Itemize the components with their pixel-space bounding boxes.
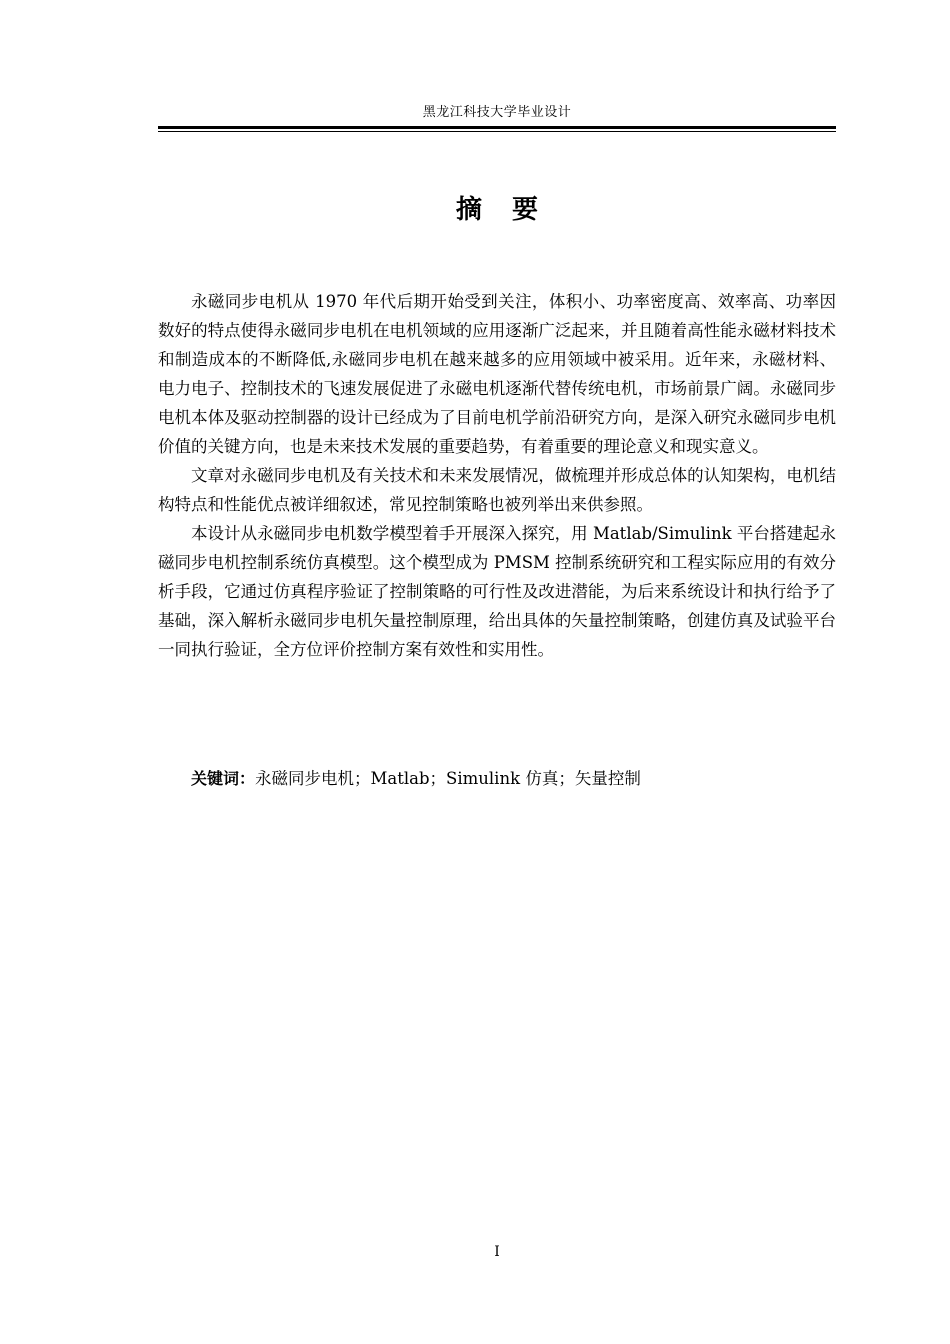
header-rule-thin — [158, 131, 836, 132]
abstract-body — [158, 287, 836, 664]
abstract-paragraph-1: 永磁同步电机从 1970 年代后期开始受到关注，体积小、功率密度高、效率高、功率因数好的特点使得永磁同步电机在电机领域的应用逐渐广泛起来，并且随着高性能永磁材料技术和制造成本的不断降低,永磁同步电机在越来越多的应用领域中被采用。近年来，永磁材料、电力电子、控制技术的飞速发展促进了永磁电机逐渐代替传统电机，市场前景广阔。永磁同步电机本体及驱动控制器的设计已经成为了目前电机学前沿研究方向，是深入研究永磁同步电机价值的关键方向，也是未来技术发展的重要趋势，有着重要的理论意义和现实意义。 — [158, 292, 836, 456]
keywords-line — [158, 764, 836, 793]
abstract-paragraph-3: 本设计从永磁同步电机数学模型着手开展深入探究，用 Matlab/Simulink 平台搭建起永磁同步电机控制系统仿真模型。这个模型成为 PMSM 控制系统研究和工程实际应用的有效分析手段，它通过仿真程序验证了控制策略的可行性及改进潜能，为后来系统设计和执行给予了基础，深入解析永磁同步电机矢量控制原理，给出具体的矢量控制策略，创建仿真及试验平台一同执行验证，全方位评价控制方案有效性和实用性。 — [158, 524, 836, 659]
keywords-label: 关键词： — [191, 769, 256, 788]
abstract-paragraph-2: 文章对永磁同步电机及有关技术和未来发展情况，做梳理并形成总体的认知架构，电机结构特点和性能优点被详细叙述，常见控制策略也被列举出来供参照。 — [158, 466, 836, 514]
running-header: 黑龙江科技大学毕业设计 — [422, 105, 572, 120]
keywords-text: 永磁同步电机；Matlab；Simulink 仿真；矢量控制 — [255, 769, 641, 788]
header-rule-thick — [158, 126, 836, 129]
page-number: I — [494, 1244, 500, 1260]
abstract-title: 摘要 — [455, 195, 568, 225]
